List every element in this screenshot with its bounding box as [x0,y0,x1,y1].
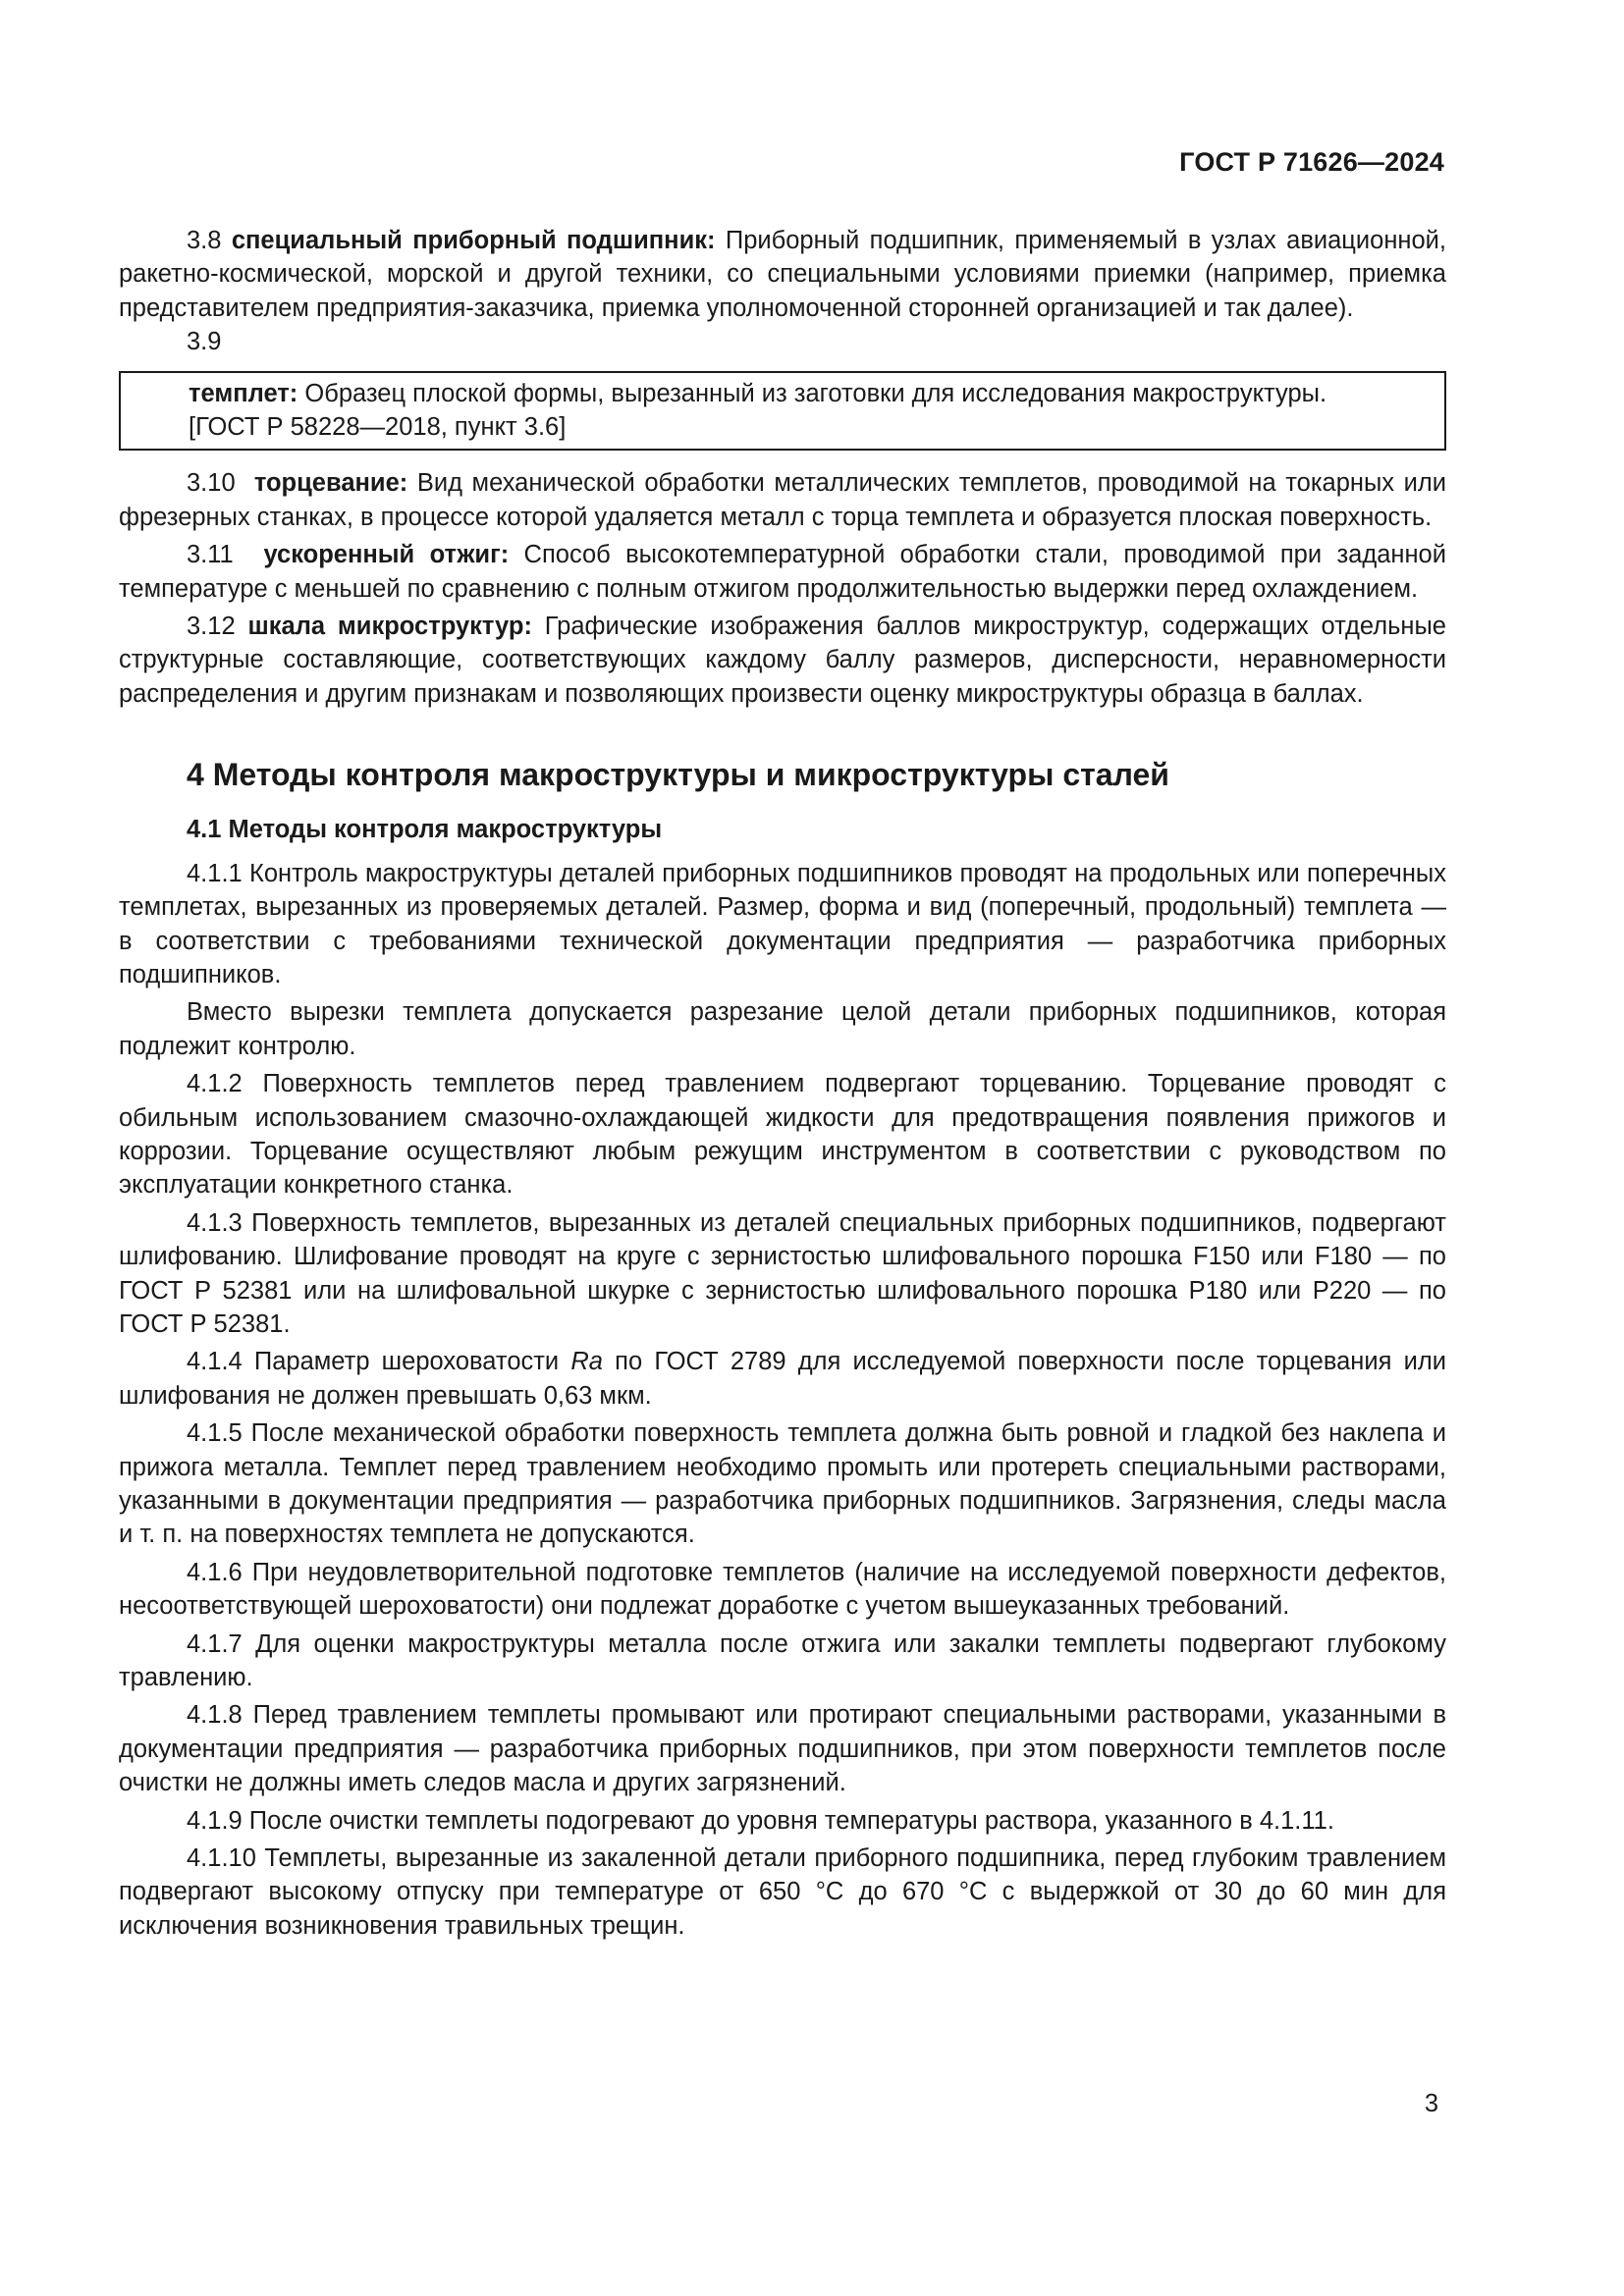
term: шкала микроструктур: [247,613,532,641]
term: специальный приборный подшипник: [231,227,716,254]
definition-3-11: 3.11 ускоренный отжиг: Способ высокотемпературной обработки стали, проводимой при заданной температуре с меньшей по сравнению с полным отжигом продолжительностью выдержки перед охлаждением. [119,541,1446,603]
paragraph-4-1-3: 4.1.3 Поверхность темплетов, вырезанных из деталей специальных приборных подшипников, подвергают шлифованию. Шлифование проводят на круге с зернистостью шлифовального порошка F150 или F180 — по ГОСТ Р 52381 или на шлифовальной шкурке с зернистостью шлифовального порошка Р180 или Р220 — по ГОСТ Р 52381. [119,1208,1446,1338]
paragraph-4-1-8: 4.1.8 Перед травлением темплеты промывают или протирают специальными растворами, указанными в документации предприятия — разработчика приборных подшипников, при этом поверхности темплетов после очистки не должны иметь следов масла и других загрязнений. [119,1701,1446,1797]
paragraph-4-1-2: 4.1.2 Поверхность темплетов перед травлением подвергают торцеванию. Торцевание проводят с обильным использованием смазочно-охлаждающей жидкости для предотвращения появления прижогов и коррозии. Торцевание осуществляют любым режущим инструментом в соответствии с руководством по эксплуатации конкретного станка. [119,1070,1446,1200]
term: темплет: [189,379,298,407]
definition-3-8: 3.8 специальный приборный подшипник: Приборный подшипник, применяемый в узлах авиационной, ракетно-космической, морской и другой техники, со специальными условиями приемки (например, приемка представителем предприятия-заказчика, приемка уполномоченной сторонней организацией и так далее). [119,227,1446,322]
roughness-symbol: Ra [570,1348,603,1376]
section-4-heading: 4 Методы контроля макроструктуры и микроструктуры сталей [187,757,1169,793]
definition-3-9: темплет: Образец плоской формы, вырезанный из заготовки для исследования макроструктуры. [189,379,1327,407]
definition-3-9-box [119,371,1446,452]
section-4-1-heading: 4.1 Методы контроля макроструктуры [187,816,663,844]
paragraph-4-1-9: 4.1.9 После очистки темплеты подогревают до уровня температуры раствора, указанного в 4.1.11. [187,1806,1334,1835]
page-content [119,224,1446,1943]
paragraph-4-1-7: 4.1.7 Для оценки макроструктуры металла после отжига или закалки темплеты подвергают глубокому травлению. [119,1629,1446,1692]
definition-3-9-number: 3.9 [187,328,222,356]
paragraph-4-1-1-continued: Вместо вырезки темплета допускается разрезание целой детали приборных подшипников, которая подлежит контролю. [119,998,1446,1060]
definition-3-12: 3.12 шкала микроструктур: Графические изображения баллов микроструктур, содержащих отдельные структурные составляющие, соответствующих каждому баллу размеров, дисперсности, неравномерности распределения и другим признакам и позволяющих произвести оценку микроструктуры образца в баллах. [119,613,1446,708]
paragraph-4-1-6: 4.1.6 При неудовлетворительной подготовке темплетов (наличие на исследуемой поверхности дефектов, несоответствующей шероховатости) они подлежат доработке с учетом вышеуказанных требований. [119,1558,1446,1621]
definition-source: [ГОСТ Р 58228—2018, пункт 3.6] [189,413,567,442]
term: ускоренный отжиг: [263,541,510,569]
term: торцевание: [253,469,408,498]
paragraph-4-1-4: 4.1.4 Параметр шероховатости Ra по ГОСТ 2789 для исследуемой поверхности после торцевания или шлифования не должен превышать 0,63 мкм. [119,1348,1446,1410]
paragraph-4-1-10: 4.1.10 Темплеты, вырезанные из закаленной детали приборного подшипника, перед глубоким травлением подвергают высокому отпуску при температуре от 650 °С до 670 °С с выдержкой от 30 до 60 мин для исключения возникновения травильных трещин. [119,1844,1446,1940]
paragraph-4-1-1: 4.1.1 Контроль макроструктуры деталей приборных подшипников проводят на продольных или поперечных темплетах, вырезанных из проверяемых деталей. Размер, форма и вид (поперечный, продольный) темплета — в соответствии с требованиями технической документации предприятия — разработчика приборных подшипников. [119,859,1446,988]
page-number: 3 [1424,2090,1438,2117]
document-code-header: ГОСТ Р 71626—2024 [1179,147,1444,177]
definition-3-10: 3.10 торцевание: Вид механической обработки металлических темплетов, проводимой на токарных или фрезерных станках, в процессе которой удаляется металл с торца темплета и образуется плоская поверхность. [119,469,1447,531]
paragraph-4-1-5: 4.1.5 После механической обработки поверхность темплета должна быть ровной и гладкой без наклепа и прижога металла. Темплет перед травлением необходимо промыть или протереть специальными растворами, указанными в документации предприятия — разработчика приборных подшипников. Загрязнения, следы масла и т. п. на поверхностях темплета не допускаются. [119,1419,1446,1549]
